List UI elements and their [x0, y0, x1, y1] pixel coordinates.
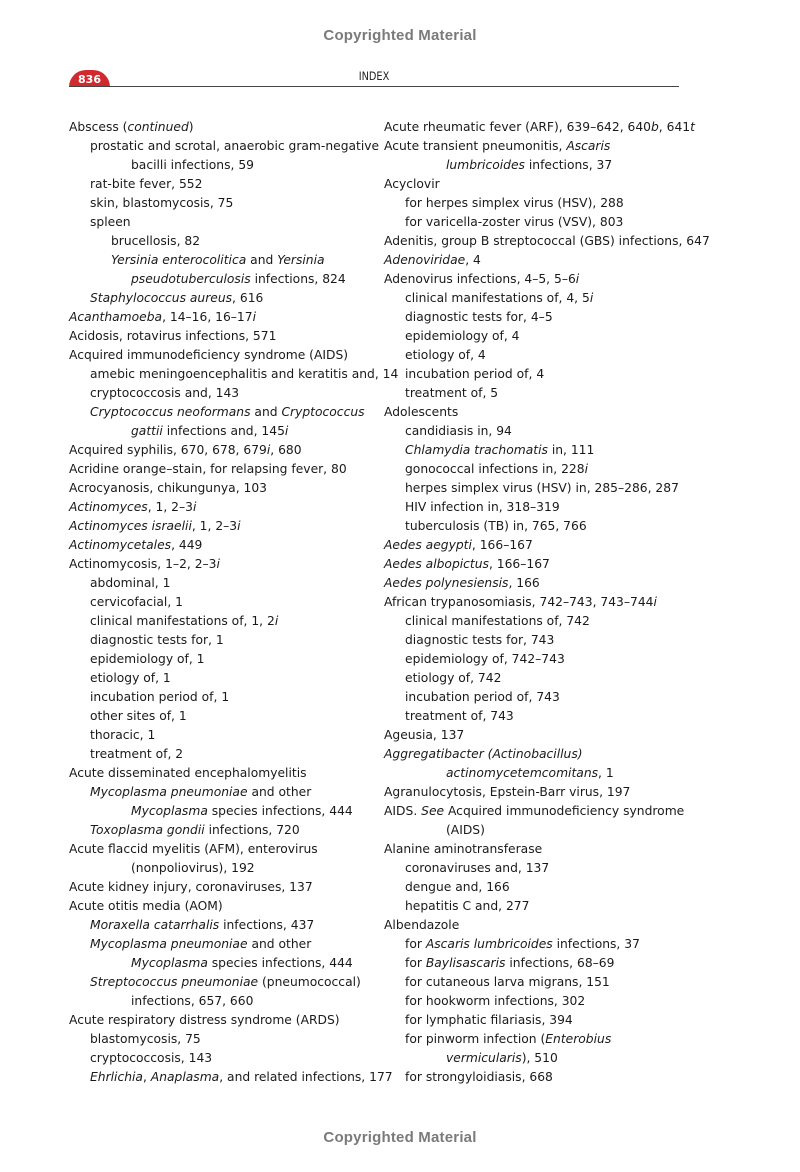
italic-text: Yersinia enterocolitica [111, 253, 247, 267]
entry-text: Adenovirus infections, 4–5, 5–6 [384, 272, 576, 286]
entry-text: infections, 720 [204, 823, 300, 837]
italic-text: Acanthamoeba [69, 310, 163, 324]
entry-text: species infections, 444 [207, 956, 353, 970]
italic-text: Enterobius [545, 1032, 612, 1046]
italic-text: i [575, 272, 580, 286]
entry-text: Acute disseminated encephalomyelitis [69, 766, 307, 780]
entry-text: epidemiology of, 742–743 [405, 652, 565, 666]
index-subentry [384, 1030, 694, 1049]
italic-text: Aedes aegypti [384, 538, 472, 552]
index-entry-continuation [384, 821, 694, 840]
index-subentry [69, 726, 374, 745]
entry-text: , 166–167 [471, 538, 533, 552]
entry-text: diagnostic tests for, 743 [405, 633, 555, 647]
index-subentry [69, 251, 374, 270]
entry-text: , 166 [508, 576, 540, 590]
entry-text: ) [188, 120, 194, 134]
italic-text: continued [127, 120, 189, 134]
entry-text: skin, blastomycosis, 75 [90, 196, 234, 210]
index-main-entry [384, 916, 694, 935]
index-main-entry [384, 574, 694, 593]
index-subentry [384, 194, 694, 213]
index-main-entry [69, 327, 374, 346]
entry-text: gonococcal infections in, 228 [405, 462, 585, 476]
entry-text: for lymphatic filariasis, 394 [405, 1013, 573, 1027]
italic-text: i [284, 424, 289, 438]
index-main-entry [69, 346, 374, 365]
index-main-entry [384, 175, 694, 194]
index-main-entry [69, 840, 374, 859]
entry-text: dengue and, 166 [405, 880, 510, 894]
index-subentry [384, 935, 694, 954]
entry-text: and [246, 253, 278, 267]
index-subentry [69, 232, 374, 251]
italic-text: Ascaris [566, 139, 611, 153]
index-main-entry [384, 137, 694, 156]
index-main-entry [69, 460, 374, 479]
entry-text: Ageusia, 137 [384, 728, 465, 742]
index-entry-continuation [69, 270, 374, 289]
index-subentry [69, 175, 374, 194]
index-main-entry [69, 555, 374, 574]
copyright-watermark-bottom: Copyrighted Material [323, 1129, 477, 1146]
entry-text: thoracic, 1 [90, 728, 156, 742]
entry-text: infections, 37 [552, 937, 640, 951]
index-subentry [384, 973, 694, 992]
italic-text: i [589, 291, 594, 305]
italic-text: Mycoplasma [131, 956, 208, 970]
entry-text: (AIDS) [446, 823, 485, 837]
italic-text: i [653, 595, 657, 609]
index-main-entry [69, 517, 374, 536]
index-main-entry [384, 840, 694, 859]
index-column-right [384, 118, 710, 1087]
entry-text: treatment of, 5 [405, 386, 499, 400]
entry-text: Acute rheumatic fever (ARF), 639–642, 640 [384, 120, 651, 134]
entry-text: hepatitis C and, 277 [405, 899, 530, 913]
index-subentry [384, 1068, 694, 1087]
index-subentry [384, 859, 694, 878]
entry-text: etiology of, 4 [405, 348, 486, 362]
italic-text: Aedes albopictus [384, 557, 489, 571]
index-subentry [69, 631, 374, 650]
italic-text: pseudotuberculosis [131, 272, 251, 286]
entry-text: prostatic and scrotal, anaerobic gram-negative [90, 139, 380, 153]
index-main-entry [384, 726, 694, 745]
index-subentry [384, 612, 694, 631]
index-entry-continuation [384, 156, 694, 175]
index-main-entry [384, 555, 694, 574]
entry-text: (pneumococcal) [258, 975, 361, 989]
index-subentry [69, 213, 374, 232]
index-entry-continuation [384, 764, 694, 783]
italic-text: lumbricoides [446, 158, 525, 172]
entry-text: abdominal, 1 [90, 576, 171, 590]
italic-text: Anaplasma [150, 1070, 220, 1084]
entry-text: , 14–16, 16–17 [162, 310, 253, 324]
entry-text: Acute respiratory distress syndrome (ARDS) [69, 1013, 340, 1027]
index-main-entry [69, 308, 374, 327]
italic-text: Adenoviridae [384, 253, 466, 267]
entry-text: , 4 [465, 253, 481, 267]
entry-text: clinical manifestations of, 742 [405, 614, 590, 628]
entry-text: Acrocyanosis, chikungunya, 103 [69, 481, 267, 495]
italic-text: b [650, 120, 659, 134]
index-subentry [69, 669, 374, 688]
entry-text: other sites of, 1 [90, 709, 187, 723]
italic-text: Cryptococcus [281, 405, 365, 419]
entry-text: AIDS. [384, 804, 422, 818]
italic-text: i [252, 310, 257, 324]
index-subentry [384, 992, 694, 1011]
index-subentry [384, 1011, 694, 1030]
index-main-entry [69, 897, 374, 916]
entry-text: and other [247, 785, 312, 799]
index-subentry [384, 346, 694, 365]
index-subentry [69, 593, 374, 612]
index-subentry [69, 935, 374, 954]
index-subentry [384, 289, 694, 308]
entry-text: (nonpoliovirus), 192 [131, 861, 255, 875]
index-subentry [69, 194, 374, 213]
index-main-entry [384, 745, 694, 764]
entry-text: Actinomycosis, 1–2, 2–3 [69, 557, 217, 571]
index-main-entry [69, 536, 374, 555]
italic-text: Cryptococcus neoformans [90, 405, 251, 419]
italic-text: Mycoplasma pneumoniae [90, 937, 248, 951]
entry-text: Alanine aminotransferase [384, 842, 543, 856]
italic-text: Toxoplasma gondii [90, 823, 205, 837]
entry-text: Agranulocytosis, Epstein-Barr virus, 197 [384, 785, 631, 799]
entry-text: , and related infections, 177 [219, 1070, 393, 1084]
index-subentry [384, 897, 694, 916]
index-subentry [384, 878, 694, 897]
index-entry-continuation [69, 954, 374, 973]
index-main-entry [384, 802, 694, 821]
index-subentry [69, 821, 374, 840]
index-entry-continuation [69, 859, 374, 878]
index-subentry [69, 1068, 393, 1087]
entry-text: in, 111 [547, 443, 595, 457]
entry-text: , 1, 2–3 [191, 519, 238, 533]
entry-text: ), 510 [521, 1051, 558, 1065]
entry-text: treatment of, 2 [90, 747, 184, 761]
index-subentry [384, 650, 694, 669]
index-main-entry [384, 232, 710, 251]
italic-text: vermicularis [446, 1051, 522, 1065]
italic-text: Actinomycetales [69, 538, 172, 552]
index-subentry [384, 479, 694, 498]
entry-text: Acute otitis media (AOM) [69, 899, 223, 913]
entry-text: , 449 [171, 538, 203, 552]
entry-text: candidiasis in, 94 [405, 424, 512, 438]
index-column-left [69, 118, 399, 1087]
italic-text: Mycoplasma pneumoniae [90, 785, 248, 799]
running-head: INDEX [358, 69, 390, 83]
entry-text: infections, 657, 660 [131, 994, 254, 1008]
entry-text: Acute transient pneumonitis, [384, 139, 567, 153]
index-subentry [69, 137, 380, 156]
index-subentry [384, 498, 694, 517]
index-subentry [69, 289, 374, 308]
entry-text: brucellosis, 82 [111, 234, 201, 248]
entry-text: Acidosis, rotavirus infections, 571 [69, 329, 277, 343]
index-main-entry [69, 479, 374, 498]
index-entry-continuation [69, 802, 374, 821]
index-entry-continuation [69, 156, 374, 175]
index-subentry [69, 574, 374, 593]
index-subentry [69, 384, 374, 403]
entry-text: incubation period of, 4 [405, 367, 545, 381]
index-main-entry [384, 251, 694, 270]
index-subentry [69, 1030, 374, 1049]
index-main-entry [384, 593, 694, 612]
entry-text: spleen [90, 215, 131, 229]
index-subentry [384, 384, 694, 403]
index-subentry [384, 631, 694, 650]
index-entry-continuation [69, 992, 374, 1011]
entry-text: , 166–167 [488, 557, 550, 571]
italic-text: Aedes polynesiensis [384, 576, 509, 590]
entry-text: for [405, 937, 426, 951]
italic-text: i [192, 500, 197, 514]
index-subentry [69, 707, 374, 726]
italic-text: Moraxella catarrhalis [90, 918, 220, 932]
page-number-badge: 836 [69, 70, 110, 87]
copyright-watermark-top: Copyrighted Material [323, 27, 477, 44]
italic-text: Ascaris lumbricoides [425, 937, 553, 951]
entry-text: cryptococcosis and, 143 [90, 386, 240, 400]
entry-text: for herpes simplex virus (HSV), 288 [405, 196, 624, 210]
entry-text: for varicella-zoster virus (VSV), 803 [405, 215, 624, 229]
index-subentry [384, 460, 694, 479]
entry-text: cervicofacial, 1 [90, 595, 183, 609]
index-subentry [69, 783, 374, 802]
index-subentry [384, 308, 694, 327]
index-main-entry [384, 536, 694, 555]
italic-text: Actinomyces [69, 500, 148, 514]
entry-text: Acyclovir [384, 177, 440, 191]
italic-text: Actinomyces israelii [69, 519, 192, 533]
index-subentry [384, 517, 694, 536]
entry-text: African trypanosomiasis, 742–743, 743–744 [384, 595, 654, 609]
entry-text: species infections, 444 [207, 804, 353, 818]
italic-text: Streptococcus pneumoniae [90, 975, 259, 989]
entry-text: treatment of, 743 [405, 709, 514, 723]
index-main-entry [384, 270, 694, 289]
index-subentry [384, 707, 694, 726]
entry-text: infections and, 145 [162, 424, 285, 438]
entry-text: rat-bite fever, 552 [90, 177, 203, 191]
entry-text: etiology of, 1 [90, 671, 171, 685]
entry-text: infections, 437 [219, 918, 315, 932]
index-main-entry [69, 878, 374, 897]
index-subentry [69, 745, 374, 764]
index-main-entry [69, 441, 374, 460]
index-subentry [69, 650, 374, 669]
entry-text: diagnostic tests for, 1 [90, 633, 224, 647]
entry-text: HIV infection in, 318–319 [405, 500, 560, 514]
entry-text: for cutaneous larva migrans, 151 [405, 975, 610, 989]
index-main-entry [384, 403, 694, 422]
entry-text: Adenitis, group B streptococcal (GBS) infections, 647 [384, 234, 710, 248]
index-main-entry [69, 118, 374, 137]
italic-text: Baylisascaris [425, 956, 506, 970]
entry-text: and [250, 405, 282, 419]
entry-text: Acute flaccid myelitis (AFM), enterovirus [69, 842, 318, 856]
entry-text: , 1, 2–3 [147, 500, 193, 514]
italic-text: Ehrlichia [90, 1070, 143, 1084]
index-entry-continuation [69, 422, 374, 441]
entry-text: Acute kidney injury, coronaviruses, 137 [69, 880, 313, 894]
index-main-entry [69, 1011, 374, 1030]
entry-text: tuberculosis (TB) in, 765, 766 [405, 519, 587, 533]
entry-text: infections, 824 [250, 272, 346, 286]
entry-text: clinical manifestations of, 4, 5 [405, 291, 590, 305]
entry-text: coronaviruses and, 137 [405, 861, 550, 875]
index-subentry [384, 213, 694, 232]
entry-text: , 680 [270, 443, 302, 457]
italic-text: Aggregatibacter (Actinobacillus) [384, 747, 583, 761]
entry-text: diagnostic tests for, 4–5 [405, 310, 553, 324]
entry-text: , [142, 1070, 151, 1084]
entry-text: epidemiology of, 4 [405, 329, 520, 343]
entry-text: blastomycosis, 75 [90, 1032, 201, 1046]
entry-text: , 1 [598, 766, 614, 780]
index-subentry [69, 916, 374, 935]
index-main-entry [69, 764, 374, 783]
index-subentry [384, 441, 694, 460]
entry-text: , 616 [232, 291, 264, 305]
entry-text: infections, 37 [524, 158, 613, 172]
index-subentry [69, 365, 399, 384]
entry-text: Acquired immunodeficiency syndrome (AIDS) [69, 348, 349, 362]
entry-text: herpes simplex virus (HSV) in, 285–286, 287 [405, 481, 679, 495]
italic-text: i [274, 614, 279, 628]
italic-text: Yersinia [277, 253, 325, 267]
entry-text: for [405, 956, 426, 970]
index-subentry [69, 973, 374, 992]
italic-text: gattii [131, 424, 163, 438]
index-main-entry [384, 118, 694, 137]
entry-text: for hookworm infections, 302 [405, 994, 586, 1008]
entry-text: incubation period of, 1 [90, 690, 230, 704]
index-subentry [384, 365, 694, 384]
entry-text: bacilli infections, 59 [131, 158, 254, 172]
index-subentry [69, 612, 374, 631]
index-subentry [384, 422, 694, 441]
italic-text: i [216, 557, 220, 571]
index-main-entry [69, 498, 374, 517]
entry-text: incubation period of, 743 [405, 690, 560, 704]
entry-text: clinical manifestations of, 1, 2 [90, 614, 275, 628]
entry-text: for strongyloidiasis, 668 [405, 1070, 553, 1084]
italic-text: Mycoplasma [131, 804, 208, 818]
entry-text: epidemiology of, 1 [90, 652, 205, 666]
italic-text: i [237, 519, 241, 533]
entry-text: and other [247, 937, 312, 951]
entry-text: infections, 68–69 [505, 956, 615, 970]
italic-text: Staphylococcus aureus [90, 291, 233, 305]
italic-text: actinomycetemcomitans [446, 766, 599, 780]
index-subentry [384, 688, 694, 707]
index-subentry [69, 403, 374, 422]
index-subentry [384, 327, 694, 346]
index-subentry [384, 669, 694, 688]
index-main-entry [384, 783, 694, 802]
italic-text: i [584, 462, 588, 476]
entry-text: amebic meningoencephalitis and keratitis and, 14 [90, 367, 399, 381]
entry-text: , 641 [658, 120, 691, 134]
entry-text: etiology of, 742 [405, 671, 502, 685]
index-subentry [69, 688, 374, 707]
italic-text: i [266, 443, 271, 457]
index-entry-continuation [384, 1049, 694, 1068]
entry-text: Acquired syphilis, 670, 678, 679 [69, 443, 267, 457]
italic-text: Chlamydia trachomatis [405, 443, 548, 457]
page-header [69, 66, 679, 87]
italic-text: See [421, 804, 445, 818]
entry-text: Adolescents [384, 405, 459, 419]
index-subentry [384, 954, 694, 973]
index-subentry [69, 1049, 374, 1068]
italic-text: t [690, 120, 695, 134]
header-rule [69, 86, 679, 88]
entry-text: for pinworm infection ( [405, 1032, 546, 1046]
entry-text: cryptococcosis, 143 [90, 1051, 213, 1065]
entry-text: Albendazole [384, 918, 460, 932]
entry-text: Abscess ( [69, 120, 128, 134]
entry-text: Acridine orange–stain, for relapsing fever, 80 [69, 462, 347, 476]
entry-text: Acquired immunodeficiency syndrome [444, 804, 685, 818]
